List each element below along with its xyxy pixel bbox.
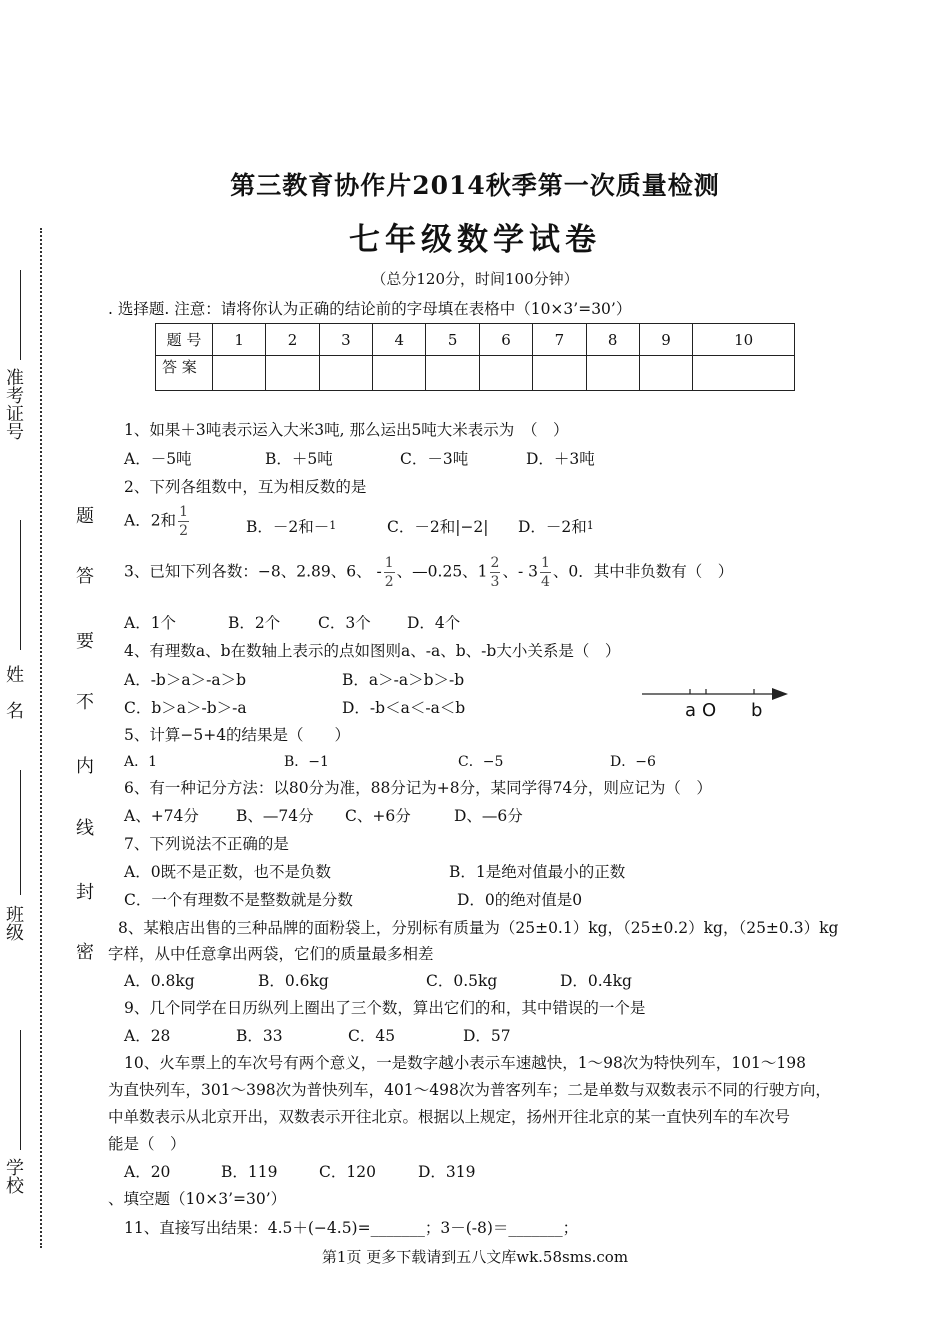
fraction-one-quarter bbox=[540, 556, 551, 589]
fraction-denominator: 3 bbox=[490, 574, 500, 590]
seal-char: 要 bbox=[73, 631, 94, 649]
fraction-numerator: 1 bbox=[179, 504, 188, 520]
q9-option-b: B．33 bbox=[236, 1027, 283, 1045]
answer-cell[interactable] bbox=[426, 356, 479, 391]
question-10-line4: 能是（ ） bbox=[108, 1135, 186, 1153]
q9-option-c: C．45 bbox=[348, 1027, 396, 1045]
exam-info: （总分120分，时间100分钟） bbox=[371, 270, 579, 288]
fraction-numerator: 1 bbox=[384, 555, 394, 571]
name-label: 姓 名 bbox=[3, 665, 24, 719]
exam-number-label: 准考证号 bbox=[3, 368, 24, 440]
question-11: 11、直接写出结果：4.5＋(−4.5)=_______；3－(-8)＝_______； bbox=[124, 1219, 579, 1237]
q4-option-d: D．-b＜a＜-a＜b bbox=[342, 699, 466, 717]
question-number: 9 bbox=[639, 324, 692, 356]
number-line-figure bbox=[640, 686, 790, 726]
seal-char: 密 bbox=[73, 942, 94, 960]
section1-heading: . 选择题. 注意：请将你认为正确的结论前的字母填在表格中（10×3’=30’） bbox=[108, 300, 632, 318]
seal-char: 封 bbox=[73, 882, 94, 900]
question-number: 5 bbox=[426, 324, 479, 356]
q2-option-d-text: D．－2和 bbox=[518, 518, 587, 536]
q5-option-c: C．−5 bbox=[458, 754, 504, 770]
class-label: 班级 bbox=[3, 905, 24, 941]
q10-option-a: A．20 bbox=[124, 1163, 171, 1181]
q10-option-d: D．319 bbox=[418, 1163, 476, 1181]
question-6: 6、有一种记分方法：以80分为准，88分记为+8分，某同学得74分，则应记为（ ） bbox=[124, 779, 712, 797]
q10-option-c: C．120 bbox=[319, 1163, 376, 1181]
seal-char: 答 bbox=[73, 566, 94, 584]
question-number: 10 bbox=[693, 324, 795, 356]
section2-heading: 、填空题（10×3’=30’） bbox=[108, 1190, 287, 1208]
school-blank bbox=[20, 1030, 21, 1150]
answer-row-label: 答 案 bbox=[156, 356, 213, 391]
q7-option-b: B．1是绝对值最小的正数 bbox=[449, 863, 626, 881]
q2-option-a-text: A．2和 bbox=[124, 511, 177, 530]
q8-option-b: B．0.6kg bbox=[258, 972, 329, 990]
question-7: 7、下列说法不正确的是 bbox=[124, 835, 289, 853]
q6-option-d: D、—6分 bbox=[454, 807, 523, 825]
page-footer: 第1页 更多下载请到五八文库wk.58sms.com bbox=[321, 1248, 629, 1266]
answer-table-header: 题 号 bbox=[156, 324, 213, 356]
question-10-line2: 为直快列车，301～398次为普快列车，401～498次为普客列车；二是单数与双数表示不同的行驶方向， bbox=[108, 1081, 831, 1099]
fraction-denominator: 2 bbox=[179, 523, 188, 539]
q8-option-a: A．0.8kg bbox=[124, 972, 195, 990]
answer-cell[interactable] bbox=[266, 356, 319, 391]
fraction-denominator: 2 bbox=[384, 574, 394, 590]
fraction-one-half-small: 1 bbox=[586, 519, 594, 532]
question-5: 5、计算−5+4的结果是（ ） bbox=[124, 726, 351, 744]
q10-option-b: B．119 bbox=[221, 1163, 278, 1181]
q3-option-c: C．3个 bbox=[318, 614, 371, 632]
q3-option-b: B．2个 bbox=[228, 614, 281, 632]
question-number: 2 bbox=[266, 324, 319, 356]
q3-text-end: 、0．其中非负数有（ ） bbox=[552, 562, 734, 581]
question-number: 1 bbox=[213, 324, 266, 356]
seal-char: 不 bbox=[73, 692, 94, 710]
answer-cell[interactable] bbox=[319, 356, 372, 391]
answer-cell[interactable] bbox=[533, 356, 586, 391]
school-label: 学校 bbox=[3, 1158, 24, 1194]
fraction-denominator: 4 bbox=[541, 574, 550, 590]
q2-option-b-text: B．－2和－ bbox=[246, 518, 330, 536]
number-line-label-b: b bbox=[751, 700, 763, 721]
q5-option-d: D．−6 bbox=[610, 754, 656, 770]
q1-option-d: D．＋3吨 bbox=[526, 450, 595, 468]
binding-dotted-line bbox=[40, 228, 42, 1248]
q3-text-mid1: 、—0.25、1 bbox=[396, 562, 488, 581]
question-10-line1: 10、火车票上的车次号有两个意义，一是数字越小表示车速越快，1～98次为特快列车，101～198 bbox=[124, 1054, 806, 1072]
q6-option-c: C、+6分 bbox=[345, 807, 411, 825]
answer-cell[interactable] bbox=[693, 356, 795, 391]
q2-option-c: C．－2和|−2| bbox=[387, 518, 489, 536]
question-9: 9、几个同学在日历纵列上圈出了三个数，算出它们的和，其中错误的一个是 bbox=[124, 999, 646, 1017]
question-1: 1、如果＋3吨表示运入大米3吨, 那么运出5吨大米表示为 （ ） bbox=[124, 421, 569, 439]
question-number: 8 bbox=[586, 324, 639, 356]
fraction-two-thirds bbox=[490, 556, 501, 589]
q2-option-a bbox=[124, 505, 191, 538]
fraction-numerator: 1 bbox=[541, 555, 550, 571]
question-number: 6 bbox=[479, 324, 532, 356]
seal-char: 线 bbox=[73, 818, 94, 836]
question-8-line1: 8、某粮店出售的三种品牌的面粉袋上，分别标有质量为（25±0.1）kg，（25±0.2）kg，（25±0.3）kg bbox=[118, 919, 839, 937]
question-4: 4、有理数a、b在数轴上表示的点如图则a、-a、b、-b大小关系是（ ） bbox=[124, 642, 621, 660]
question-2: 2、下列各组数中，互为相反数的是 bbox=[124, 478, 367, 496]
q8-option-c: C．0.5kg bbox=[426, 972, 498, 990]
q9-option-a: A．28 bbox=[124, 1027, 171, 1045]
answer-table bbox=[155, 323, 795, 391]
q6-option-a: A、+74分 bbox=[124, 807, 199, 825]
exam-title: 第三教育协作片2014秋季第一次质量检测 bbox=[230, 171, 720, 200]
q5-option-a: A．1 bbox=[124, 754, 158, 770]
q9-option-d: D．57 bbox=[463, 1027, 511, 1045]
answer-cell[interactable] bbox=[479, 356, 532, 391]
fraction-one-half-small: 1 bbox=[329, 519, 337, 532]
q1-option-a: A．－5吨 bbox=[124, 450, 192, 468]
q4-option-c: C．b＞a＞-b＞-a bbox=[124, 699, 247, 717]
answer-cell[interactable] bbox=[373, 356, 426, 391]
question-3 bbox=[124, 556, 733, 589]
q7-option-c: C．一个有理数不是整数就是分数 bbox=[124, 891, 353, 909]
q1-option-b: B．＋5吨 bbox=[265, 450, 333, 468]
q2-option-b bbox=[246, 515, 336, 537]
seal-char: 题 bbox=[73, 506, 94, 524]
q1-option-c: C．－3吨 bbox=[400, 450, 469, 468]
q8-option-d: D．0.4kg bbox=[560, 972, 632, 990]
question-number: 3 bbox=[319, 324, 372, 356]
fraction-one-half bbox=[178, 505, 189, 538]
q3-option-a: A．1个 bbox=[124, 614, 177, 632]
question-8-line2: 字样，从中任意拿出两袋，它们的质量最多相差 bbox=[108, 945, 434, 963]
q2-option-d bbox=[518, 515, 594, 537]
q5-option-b: B．−1 bbox=[284, 754, 329, 770]
number-line-label-o: O bbox=[702, 700, 717, 721]
question-number: 4 bbox=[373, 324, 426, 356]
fraction-one-half bbox=[384, 556, 395, 589]
q6-option-b: B、—74分 bbox=[236, 807, 314, 825]
q4-option-a: A．-b＞a＞-a＞b bbox=[124, 671, 246, 689]
question-number: 7 bbox=[533, 324, 586, 356]
q7-option-d: D．0的绝对值是0 bbox=[457, 891, 583, 909]
class-blank bbox=[20, 770, 21, 895]
q3-text-start: 3、已知下列各数：−8、2.89、6、 - bbox=[124, 562, 382, 581]
answer-cell[interactable] bbox=[639, 356, 692, 391]
seal-char: 内 bbox=[73, 756, 94, 774]
number-line-label-a: a bbox=[685, 700, 697, 721]
fraction-numerator: 2 bbox=[490, 555, 500, 571]
question-10-line3: 中单数表示从北京开出，双数表示开往北京。根据以上规定，扬州开往北京的某一直快列车的车次号 bbox=[108, 1108, 791, 1126]
arrow-icon bbox=[772, 688, 788, 700]
q7-option-a: A．0既不是正数，也不是负数 bbox=[124, 863, 332, 881]
q4-option-b: B．a＞-a＞b＞-b bbox=[342, 671, 465, 689]
q3-option-d: D．4个 bbox=[407, 614, 461, 632]
answer-cell[interactable] bbox=[213, 356, 266, 391]
q3-text-mid2: 、- 3 bbox=[502, 562, 538, 581]
answer-cell[interactable] bbox=[586, 356, 639, 391]
name-blank bbox=[20, 520, 21, 650]
paper-title: 七年级数学试卷 bbox=[349, 222, 601, 258]
